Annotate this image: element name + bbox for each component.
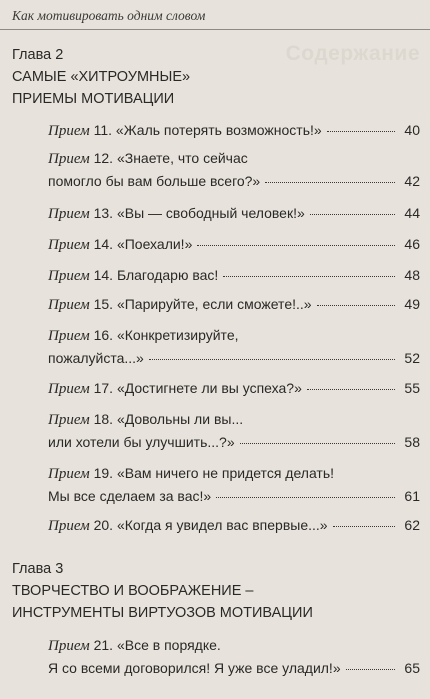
page-number: 62 [404, 517, 420, 533]
leader-dots [333, 526, 395, 527]
entry-title: 19. «Вам ничего не придется делать! [93, 465, 335, 481]
entry-title: 18. «Довольны ли вы... [93, 411, 244, 427]
leader-dots [327, 131, 395, 132]
entry-prefix: Прием [48, 237, 90, 253]
entry-prefix: Прием [48, 638, 90, 654]
page-number: 46 [404, 236, 420, 252]
entry-prefix: Прием [48, 518, 90, 534]
header-rule [0, 29, 430, 30]
entry-title: 20. «Когда я увидел вас впервые...» [93, 517, 328, 533]
page-number: 65 [404, 660, 420, 676]
entry-title: 14. Благодарю вас! [93, 267, 219, 283]
entry-prefix: Прием [48, 123, 90, 139]
chapter-title-line: ИНСТРУМЕНТЫ ВИРТУОЗОВ МОТИВАЦИИ [12, 605, 313, 621]
entry-prefix: Прием [48, 268, 90, 284]
page-number: 40 [404, 122, 420, 138]
leader-dots [346, 669, 395, 670]
chapter-2-heading [12, 44, 190, 110]
entry-title-cont: или хотели бы улучшить...?» [48, 434, 235, 450]
page-number: 61 [404, 488, 420, 504]
leader-dots [265, 182, 395, 183]
entry-prefix: Прием [48, 412, 90, 428]
leader-dots [240, 443, 395, 444]
toc-entry[interactable] [48, 408, 420, 453]
leader-dots [197, 245, 395, 246]
entry-prefix: Прием [48, 381, 90, 397]
toc-entry[interactable] [48, 634, 420, 679]
page-number: 44 [404, 205, 420, 221]
toc-entry[interactable] [48, 264, 420, 287]
chapter-number: Глава 2 [12, 47, 64, 63]
leader-dots [310, 214, 395, 215]
entry-title: 21. «Все в порядке. [93, 637, 221, 653]
chapter-title-line: САМЫЕ «ХИТРОУМНЫЕ» [12, 69, 191, 85]
entry-title-cont: пожалуйста...» [48, 350, 144, 366]
toc-entry[interactable] [48, 462, 420, 507]
leader-dots [317, 305, 395, 306]
entry-title-cont: Я со всеми договорился! Я уже все уладил!» [48, 660, 341, 676]
entry-prefix: Прием [48, 151, 90, 167]
entry-prefix: Прием [48, 297, 90, 313]
entry-title: 11. «Жаль потерять возможность!» [93, 122, 322, 138]
page-number: 58 [404, 434, 420, 450]
chapter-3-heading [12, 558, 313, 624]
chapter-number: Глава 3 [12, 561, 64, 577]
running-header: Как мотивировать одним словом [12, 8, 206, 23]
entry-title-cont: помогло бы вам больше всего?» [48, 173, 261, 189]
chapter-title-line: ПРИЕМЫ МОТИВАЦИИ [12, 91, 175, 107]
entry-prefix: Прием [48, 328, 90, 344]
page-number: 49 [404, 296, 420, 312]
toc-entry[interactable] [48, 293, 420, 316]
toc-entry[interactable] [48, 233, 420, 256]
entry-title: 17. «Достигнете ли вы успеха?» [93, 380, 302, 396]
leader-dots [223, 276, 395, 277]
entry-title: 12. «Знаете, что сейчас [93, 150, 248, 166]
entry-title: 13. «Вы — свободный человек!» [93, 205, 305, 221]
toc-entry[interactable] [48, 119, 420, 142]
toc-entry[interactable] [48, 377, 420, 400]
page-number: 55 [404, 380, 420, 396]
entry-title-cont: Мы все сделаем за вас!» [48, 488, 212, 504]
chapter-title-line: ТВОРЧЕСТВО И ВООБРАЖЕНИЕ – [12, 583, 254, 599]
entry-prefix: Прием [48, 206, 90, 222]
toc-entry[interactable] [48, 324, 420, 369]
leader-dots [216, 497, 395, 498]
entry-prefix: Прием [48, 466, 90, 482]
entry-title: 14. «Поехали!» [93, 236, 193, 252]
toc-entry[interactable] [48, 514, 420, 537]
entry-title: 16. «Конкретизируйте, [93, 327, 239, 343]
page-number: 48 [404, 267, 420, 283]
entry-title: 15. «Парируйте, если сможете!..» [93, 296, 312, 312]
leader-dots [307, 389, 395, 390]
page-number: 52 [404, 350, 420, 366]
page-number: 42 [404, 173, 420, 189]
toc-entry[interactable] [48, 202, 420, 225]
toc-entry[interactable] [48, 147, 420, 192]
bleed-through-heading: Содержание [285, 42, 420, 65]
leader-dots [149, 359, 395, 360]
